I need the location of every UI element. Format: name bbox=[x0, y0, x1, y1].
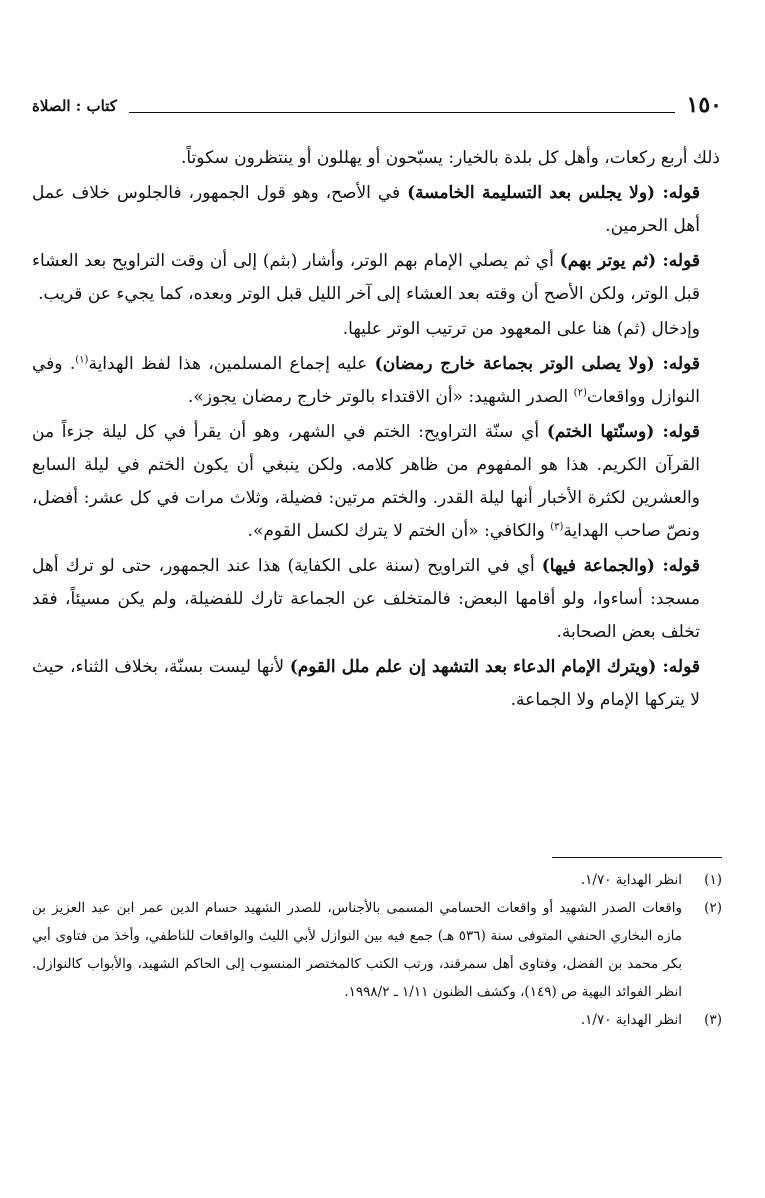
page-number: ١٥٠ bbox=[686, 92, 722, 118]
paragraph-text: . وفي النوازل وواقعات bbox=[32, 354, 700, 407]
quoted-phrase: قوله: (ثم يوتر بهم) bbox=[559, 251, 700, 271]
paragraph-text: لأنها ليست بسنّة، بخلاف الثناء، حيث لا يتركها الإمام ولا الجماعة. bbox=[32, 657, 700, 710]
paragraph bbox=[32, 177, 720, 243]
footnote-number: (٢) bbox=[704, 900, 722, 916]
paragraph bbox=[32, 245, 720, 311]
footnote-ref[interactable]: (١) bbox=[75, 354, 89, 366]
footnote-text: واقعات الصدر الشهيد أو واقعات الحسامي المسمى بالأجناس، للصدر الشهيد حسام الدين عمر ابن عبد العزيز بن مازه البخاري الحنفي المتوفى سنة (٥٣٦ هـ) جمع فيه بين النوازل لأبي الليث والواقعات للناطفي، وأخذ من فتاوى أبي بكر محمد بن الفضل، وفتاوى أهل سمرقند، ورتب الكتب كالمختصر المنسوب إلى الحاكم الشهيد، والأبواب كالنوازل. انظر الفوائد البهية ص (١٤٩)، وكشف الظنون ١/١١ ـ ١٩٩٨/٢. bbox=[32, 900, 682, 1000]
paragraph bbox=[32, 550, 720, 649]
footnote-text: انظر الهداية ١/٧٠. bbox=[580, 1012, 682, 1028]
paragraph-text: في الأصح، وهو قول الجمهور، فالجلوس خلاف عمل أهل الحرمين. bbox=[32, 183, 700, 236]
footnotes bbox=[32, 866, 722, 1034]
paragraph bbox=[32, 313, 720, 346]
quoted-phrase: قوله: (ولا يجلس بعد التسليمة الخامسة) bbox=[407, 183, 700, 203]
paragraph-text: ذلك أربع ركعات، وأهل كل بلدة بالخيار: يسبّحون أو يهللون أو ينتظرون سكوتاً. bbox=[180, 148, 720, 168]
paragraph-text: أي ثم يصلي الإمام بهم الوتر، وأشار (بثم) إلى أن وقت التراويح بعد العشاء قبل الوتر، ولكن الأصح أن وقته بعد العشاء إلى آخر الليل قبل الوتر وبعده، كما يجيء عن قريب. bbox=[32, 251, 700, 304]
header-rule bbox=[129, 112, 675, 113]
paragraph bbox=[32, 348, 720, 414]
quoted-phrase: قوله: (وسنّتها الختم) bbox=[546, 422, 700, 442]
footnote-number: (٣) bbox=[704, 1012, 722, 1028]
quoted-phrase: قوله: (ويترك الإمام الدعاء بعد التشهد إن علم ملل القوم) bbox=[289, 657, 700, 677]
footnote-text: انظر الهداية ١/٧٠. bbox=[580, 872, 682, 888]
quoted-phrase: قوله: (ولا يصلى الوتر بجماعة خارج رمضان) bbox=[374, 354, 700, 374]
paragraph-text: عليه إجماع المسلمين، هذا لفظ الهداية bbox=[88, 354, 375, 374]
paragraph-text: الصدر الشهيد: «أن الاقتداء بالوتر خارج رمضان يجوز». bbox=[187, 387, 574, 407]
paragraph bbox=[32, 651, 720, 717]
paragraph-text: أي سنّة التراويح: الختم في الشهر، وهو أن يقرأ في كل ليلة جزءاً من القرآن الكريم. هذا هو المفهوم من ظاهر كلامه. ولكن ينبغي أن يكون الختم في ليلة السابع والعشرين لكثرة الأخبار أنها ليلة القدر. والختم مرتين: فضيلة، وثلاث مرات في كل عشر: أفضل، ونصّ صاحب الهداية bbox=[32, 422, 700, 541]
paragraph bbox=[32, 416, 720, 548]
footnote bbox=[32, 894, 722, 1006]
paragraph-text: وإدخال (ثم) هنا على المعهود من ترتيب الوتر عليها. bbox=[342, 319, 700, 339]
footnote bbox=[32, 866, 722, 894]
footnote-divider bbox=[552, 857, 722, 858]
quoted-phrase: قوله: (والجماعة فيها) bbox=[541, 556, 700, 576]
main-text bbox=[32, 142, 720, 719]
footnote bbox=[32, 1006, 722, 1034]
paragraph bbox=[32, 142, 720, 175]
page-header bbox=[32, 86, 722, 116]
footnote-ref[interactable]: (٢) bbox=[573, 387, 587, 399]
book-title: كتاب : الصلاة bbox=[32, 97, 117, 115]
paragraph-text: أي في التراويح (سنة على الكفاية) هذا عند الجمهور، حتى لو ترك أهل مسجد: أساءوا، ولو أقامها البعض: فالمتخلف عن الجماعة تارك للفضيلة، ولم يكن مسيئاً، فقد تخلف بعض الصحابة. bbox=[32, 556, 700, 642]
footnote-ref[interactable]: (٣) bbox=[550, 521, 564, 533]
paragraph-text: والكافي: «أن الختم لا يترك لكسل القوم». bbox=[247, 521, 551, 541]
footnote-number: (١) bbox=[704, 872, 722, 888]
